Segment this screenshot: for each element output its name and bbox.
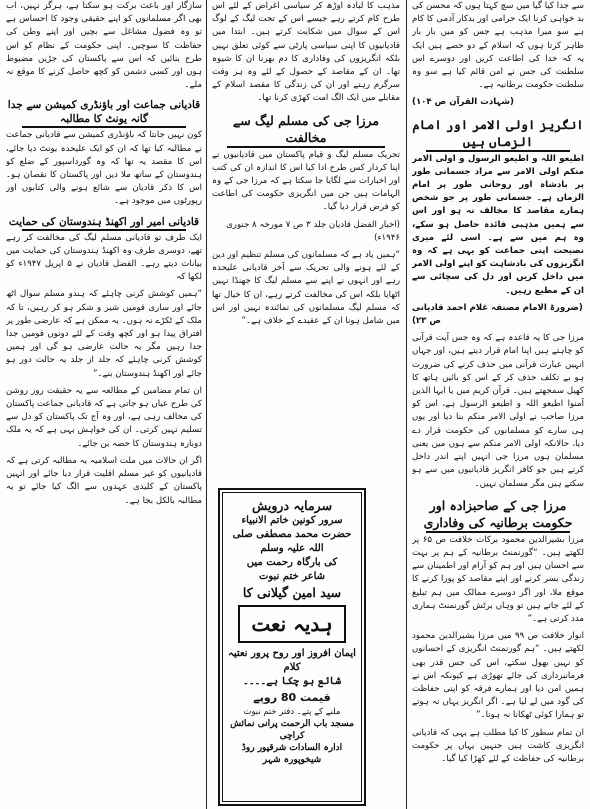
ad-line: شاعر ختم نبوت [258,571,326,582]
section-heading: مرزا جی کے صاحبزادہ اور حکومت برطانیہ کی وفاداری [412,497,584,531]
article-paragraph: “ہمیں یاد ہے کہ مسلمانوں کی مسلم تنظیم اور دین کے لئے ہونے والی تحریک سے آخر قادیانی علیحدہ رہے اور انہوں نے اپنے سے مسلم لیگ کا جھنڈا نہیں اٹھایا بلکہ اس کی مخالفت کرتے رہے، ان کا خیال تھا کہ مسلم لیگ مسلمانوں کی نمائندہ نہیں اور اس میں شامل ہونا ان کے عقیدے کے خلاف ہے۔” [212,250,400,327]
article-paragraph: مرزا بشیرالدین محمود برکات خلافت ص ۶۵ پر لکھتے ہیں۔ “گورنمنٹ برطانیہ کے ہم پر بہت سے احسان ہیں اور ہم کو آرام اور اطمینان سے زندگی بسر کرنے اور اپنے مقاصد کو پورا کرنے کا موقع ملا، اور اگر دوسرے ممالک میں ہم تبلیغ کے لئے جاتے ہیں تو وہاں برٹش گورنمنٹ ہماری مدد کرتی ہے۔” [412,534,584,624]
ad-line: سرور کونین خاتم الانبیاء [241,515,343,526]
ad-price: قیمت 80 روپے [253,691,331,704]
article-paragraph: مرزا جی کا یہ قاعدہ ہے کہ وہ جس آیت قرآنی کو چاہتے ہیں اپنا امام قرار دیتے ہیں، اور جہاں انہیں عبارت قرآنی میں حذف کرنے کی ضرورت ہو بے تکلف حذف کر کے اس کو بائیں ہاتھ کا کھیل سمجھتے ہیں۔ قرآن کریم میں یا ایہا الذین آمنوا اطیعو اللہ و اطیعو الرسول ہے، اس کو مرزا صاحب نے اولی الامر منکم بنا دیا اور یوں ہی سارے کو مسلمانوں کی حکومت قرار دے دیا، حالانکہ اولی الامر منکم سے ہوں میں یعنی مسلمان ہوں مرزا جی انہیں اپنے اندر داخل کرتے ہیں جو کافر انگریز قادیانیوں میں سے ہو سکتے ہیں مگر مسلمان نہیں۔ [412,333,584,489]
ad-poet-name: سید امین گیلانی کا [242,585,342,600]
article-paragraph: مذہب کا لبادہ اوڑھ کر سیاسی اغراض کے لئے اس طرح کام کرتے رہے جیسے اس کے تحت لیگ کے لوگ اس کے سوال میں شکایت کرتے ہیں۔ ابتدا میں قادیانیوں کا اپنی سیاسی پارٹی سے کوئی تعلق نہیں بلکہ انگریزوں کی وفاداری کا دم بھرنا ان کا شیوہ تھا۔ ان کے مقاصد کے حصول کے لئے وہ ہر وقت سرگرم رہتے اور ان کی زندگی کا مقصد اسلام کے مقابلے میں ایک الگ امت کھڑی کرنا تھا۔ [212,1,400,104]
ad-address: ادارہ السادات شرقپور روڈ شیخوپورہ شہر [241,742,343,765]
article-paragraph: کون نہیں جانتا کہ باؤنڈری کمیشن سے قادیانی جماعت نے مطالبہ کیا تھا کہ ان کو ایک علیحدہ یونٹ دیا جائے، اس کا مقصد یہ تھا کہ وہ گورداسپور کے ضلع کو ہندوستان کے ساتھ ملا دیں اور پاکستان کا نقصان ہو۔ اس کا ذکر قادیان سے شائع ہونے والی کتابوں اور رپورٹوں میں موجود ہے۔ [6,130,202,207]
ad-line: شائع ہو چکا ہے۔۔۔۔ [242,676,342,687]
advertisement-box [218,488,366,806]
article-paragraph: سازگار اور باعث برکت ہو سکتا ہے، ہرگز نہیں، اب بھی اگر مسلمانوں کو اپنے حقیقی وجود کا احساس ہے تو وہ فضول مشاغل سے بچیں اور اپنے وطن کی حفاظت کا سوچیں۔ اپنی حکومت کے نظام کو اس طرح بنائیں کہ اس سے پاکستان کی جڑیں مضبوط ہوں اور کسی دشمن کو کچھ حاصل کرنے کا موقع نہ ملے۔ [6,1,202,91]
column-rule [406,0,407,809]
quoted-paragraph: “ہمیں کوشش کرنی چاہئے کہ ہندو مسلم سوال اٹھ جائے اور ساری قومیں شیر و شکر ہو کر رہیں، تا کہ ملک کے ٹکڑے نہ ہوں۔ یہ ممکن ہے کہ عارضی طور پر افتراق پیدا ہو اور کچھ وقت کے لئے دونوں قومیں جدا جدا رہیں مگر یہ حالت عارضی ہو گی اور ہمیں کوشش کرنی چاہئے کہ جلد از جلد یہ حالت دور ہو جائے اور اکھنڈ ہندوستان بنے۔” [6,289,202,379]
column-rule [206,0,207,809]
ad-heading: سرمایہ درویش [251,498,333,513]
section-heading: قادیانی امیر اور اکھنڈ ہندوستان کی حمایت [6,215,202,229]
article-paragraph: اگر ان حالات میں ملت اسلامیہ یہ مطالبہ کرتی ہے کہ قادیانیوں کو غیر مسلم اقلیت قرار دیا جائے اور انہیں پاکستان کے کلیدی عہدوں سے الگ کیا جائے تو یہ مطالبہ بالکل بجا ہے۔ [6,455,202,506]
ad-address: مسجد باب الرحمت پرانی نمائش کراچی [230,718,354,741]
section-heading: انگریز اولی الامر اور امام الزماں ہیں [412,116,584,149]
right-column [412,0,584,809]
article-paragraph: ان تمام مضامین کے مطالعہ سے یہ حقیقت روز روشن کی طرح عیاں ہو جاتی ہے کہ قادیانی جماعت پاکستان کی مخالف رہی ہے، اور وہ آج تک پاکستان کو دل سے تسلیم نہیں کرتی۔ ان کی خواہش یہی ہے کہ یہ ملک دوبارہ ہندوستان کا حصہ بن جائے۔ [6,385,202,449]
left-column [6,0,202,809]
reference-note: (ضرورۃ الامام مصنفہ غلام احمد قادیانی ص ۲۳) [412,302,583,327]
middle-column [212,0,400,486]
article-paragraph: ان تمام سطور کا کیا مطلب ہے یہی کہ قادیانی انگریزی کاشت ہیں جنہیں یہاں پر حکومت برطانیہ کی حفاظت کے لئے کھڑا کیا گیا۔ [412,727,584,764]
ad-line: کی بارگاہ رحمت میں [246,557,338,568]
article-paragraph: انوار خلافت ص ۹۹ میں مرزا بشیرالدین محمود لکھتے ہیں۔ “ہم گورنمنٹ انگریزی کے احسانوں کو نہیں بھول سکتے، اس کی جس قدر بھی فرمانبرداری کی جائے تھوڑی ہے کیونکہ اس نے ہمیں امن دیا اور ہمارے فرقہ کو اپنی حفاظت کی گود میں لے لیا ہے۔ اگر انگریز یہاں نہ ہوتے تو ہمارا کوئی ٹھکانا نہ ہوتا۔” [412,631,584,721]
ad-title: ہدیہ نعت [251,612,333,636]
ad-address: ملنے کے پتے۔ دفتر ختم نبوت [243,706,341,716]
ad-line: ایمان افروز اور روح پرور نعتیہ کلام [228,648,356,673]
article-paragraph: ایک طرف تو قادیانی مسلم لیگ کی مخالفت کر رہے تھے، دوسری طرف وہ اکھنڈ ہندوستان کی حمایت میں بیانات دیتے رہے۔ الفضل قادیان نے ۵ اپریل ۱۹۴۷ء کو لکھا کہ [6,232,202,283]
reference-note: (اخبار الفضل قادیان جلد ۳ ص ۷ مورخہ ۸ جنوری ۱۹۴۶ء) [226,219,400,243]
reference-note: (شہادت القرآن ص ۱۰۴) [412,97,514,108]
ad-line: حضرت محمد مصطفی صلی اللہ علیہ وسلم [232,529,352,554]
article-paragraph: اطیعو اللہ و اطیعو الرسول و اولی الامر منکم اولی الامر سے مراد جسمانی طور پر بادشاہ اور روحانی طور پر امام الزماں ہے۔ جسمانی طور پر جو شخص ہمارے مقاصد کا مخالف نہ ہو اور اس سے ہمیں مذہبی فائدہ حاصل ہو سکے، وہ ہم میں سے ہے۔ اسی لئے میری نصیحت اپنی جماعت کو یہی ہے کہ وہ انگریزوں کی بادشاہت کو اپنے اولی الامر میں داخل کریں اور دل کی سچائی سے ان کے مطیع رہیں۔ [412,153,584,296]
ad-title-box [238,605,346,643]
article-paragraph: سے جدا کیا گیا میں سچ کہتا ہوں کہ محسن کی بد خواہی کرنا ایک حرامی اور بدکار آدمی کا کام ہے سو میرا مذہب ہے جس کو میں بار بار ظاہر کرتا ہوں کہ اسلام کے دو حصے ہیں ایک یہ کہ خدا کی اطاعت کریں اور دوسرے اس سلطنت کی جس نے امن قائم کیا ہے سو وہ سلطنت حکومت برطانیہ ہے۔ [412,1,584,91]
article-paragraph: تحریک مسلم لیگ و قیام پاکستان میں قادیانیوں نے اپنا کردار کس طرح ادا کیا اس کا اندازہ ان کی کتب اور اخبارات سے لگایا جا سکتا ہے کہ مرزا جی کے وہ الہامات ہیں جن میں انگریزی حکومت کی اطاعت کو فرض قرار دیا گیا۔ [212,149,400,213]
section-heading: قادیانی جماعت اور باؤنڈری کمیشن سے جدا گانہ یونٹ کا مطالبہ [7,99,201,126]
section-heading: مرزا جی کی مسلم لیگ سے مخالفت [212,112,400,146]
ad-content [222,492,362,802]
